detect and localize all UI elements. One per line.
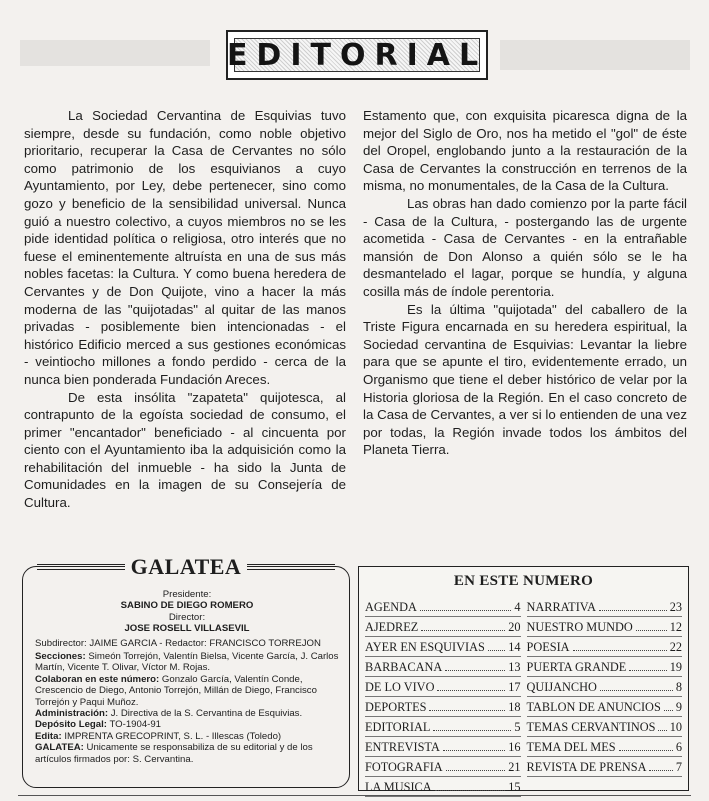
toc-entry [365,717,521,737]
title-rule-left [37,564,125,570]
toc-entry-leader [619,750,673,751]
toc-entry-page: 10 [669,720,682,734]
toc-entry [527,677,683,697]
toc-entry-name: POESIA [526,640,570,654]
toc-entry-leader [420,610,511,611]
toc-entry-leader [437,690,505,691]
toc-entry-leader [433,730,511,731]
toc-entry [527,697,683,717]
toc-entry-name: AGENDA [365,600,417,614]
toc-entry [527,737,683,757]
legal-deposit [35,719,339,730]
toc-entry-page: 19 [669,660,682,674]
director-label: Director: [168,611,206,623]
masthead-box [22,554,350,788]
toc-entry-name: QUIJANCHO [526,680,597,694]
toc-entry [365,757,521,777]
toc-entry [527,637,683,657]
toc-entry-page: 7 [675,760,682,774]
toc-entry-leader [629,670,666,671]
toc-entry-page: 13 [508,660,521,674]
toc-entry-page: 17 [508,680,521,694]
responsibility-text: Unicamente se responsabiliza de su editorial y de los artículos firmados por: S. Cervantina. [35,742,313,765]
article-left-column [24,107,346,512]
toc-entry-page: 9 [675,700,682,714]
article-paragraph: Estamento que, con exquisita picaresca digna de la mejor del Siglo de Oro, nos ha metido el "gol" de éste del Oropel, englobando junto a la restauración de la Casa de Cervantes la construcción en terrenos de la misma, no monumentales, de la Casa de la Cultura. [363,108,687,194]
toc-entry-leader [664,710,673,711]
toc-entry-name: DE LO VIVO [365,680,435,694]
president-label: Presidente: [162,589,212,600]
toc-entry [527,617,683,637]
editorial-header-inner [226,37,488,73]
toc-entry-page: 18 [508,700,521,714]
sections-credit [35,651,339,674]
masthead-title-bar [23,555,349,579]
toc-entry [365,637,521,657]
responsibility-label: GALATEA: [35,742,84,754]
show-through-band [20,40,210,66]
administration-label: Administración: [35,708,109,720]
toc-entry-leader [573,650,667,651]
toc-entry-leader [599,610,667,611]
toc-entry-page: 6 [675,740,682,754]
toc-entry [365,777,521,797]
toc-entry-page: 15 [508,780,521,794]
toc-entry [365,657,521,677]
publisher-value: IMPRENTA GRECOPRINT, S. L. - Illescas (Toledo) [64,730,282,742]
toc-entry-page: 5 [514,720,521,734]
toc-left-column [365,597,521,797]
toc-entry-leader [429,710,505,711]
toc-entry [527,757,683,777]
editorial-header [226,30,488,80]
toc-entry-page: 23 [669,600,682,614]
subdirector-line: Subdirector: JAIME GARCIA - Redactor: FRANCISCO TORREJON [35,637,321,649]
toc-entry-page: 22 [669,640,682,654]
legal-deposit-value: TO-1904-91 [109,719,162,731]
toc-entry-name: TEMAS CERVANTINOS [526,720,656,734]
toc-entry-page: 20 [508,620,521,634]
toc-entry-name: BARBACANA [365,660,443,674]
show-through-band [500,40,690,70]
responsibility-note [35,742,339,765]
publisher-label: Edita: [35,730,62,742]
page-title: EDITORIAL [226,37,488,73]
administration-value: J. Directiva de la S. Cervantina de Esquivias. [110,708,303,720]
toc-right-column [527,597,683,797]
toc-entry [365,597,521,617]
toc-entry [527,597,683,617]
toc-entry-page: 21 [508,760,521,774]
collaborators-credit [35,674,339,708]
table-of-contents [358,566,689,794]
toc-entry-leader [446,770,506,771]
toc-entry-leader [488,650,505,651]
article-paragraph: La Sociedad Cervantina de Esquivias tuvo siempre, desde su fundación, como noble objetivo prioritario, recuperar la Casa de Cervantes no sólo como patrimonio de los esquivianos a cuyo Ayuntamiento, por Ley, debe pertenecer, sino como gozo y beneficio de la sensibilidad universal. Nunca guió a nuestro colectivo, a cuyos miembros no se les pide identidad política o religiosa, otro interés que no fuese el eminentemente altruísta en una de sus más nobles facetas: la Cultura. Y como buena heredera de Cervantes y de Don Quijote, vino a hacer la más moderna de las "quijotadas" al quitar de las manos privadas - posiblemente bien intencionadas - el histórico Edificio merced a sus gestiones económicas - veintiocho millones a fondo perdido - cerca de la nunca bien ponderada Fundación Areces. [24,108,346,387]
toc-entry-name: LA MUSICA [365,780,432,794]
toc-entry-name: AYER EN ESQUIVIAS [365,640,485,654]
toc-entry-name: TABLON DE ANUNCIOS [526,700,661,714]
toc-entry-name: AJEDREZ [365,620,419,634]
toc-title: EN ESTE NUMERO [453,573,594,589]
toc-entry-name: TEMA DEL MES [526,740,616,754]
sections-label: Secciones: [35,651,86,663]
toc-entry-leader [649,770,672,771]
legal-deposit-label: Depósito Legal: [35,719,107,731]
toc-entry [365,697,521,717]
toc-entry-leader [445,670,505,671]
toc-entry-page: 14 [508,640,521,654]
sections-names: Simeón Torrejón, Valentín Bielsa, Vicente García, J. Carlos Martín, Vicente T. Olivar, Víctor M. Rojas. [35,651,339,674]
president-name: SABINO DE DIEGO ROMERO [120,600,254,612]
title-rule-right [247,564,335,570]
publisher-credit [35,731,339,742]
toc-entry-leader [636,630,667,631]
toc-entry [527,717,683,737]
toc-entry-name: DEPORTES [365,700,427,714]
toc-entry-leader [443,750,505,751]
toc-entry-leader [435,790,506,791]
toc-entry [365,617,521,637]
toc-entry-leader [421,630,505,631]
article-paragraph: Las obras han dado comienzo por la parte fácil - Casa de la Cultura, - postergando las de urgente acometida - Casa de Cervantes - en la entrañable mansión de Don Alonso a quién sólo se le ha desmantelado el lagar, porque se hundía, y alguna cosilla más de índole perentoria. [363,195,687,299]
administration-credit [35,708,339,719]
page-bottom-rule [18,795,691,796]
collaborators-label: Colaboran en este número: [35,673,160,685]
toc-entry-name: ENTREVISTA [365,740,440,754]
collaborators-names: Gonzalo García, Valentín Conde, Crescencio de Diego, Antonio Torrejón, Millán de Diego, Francisco Torrejón y Paqui Muñoz. [35,673,317,708]
toc-entry-name: NARRATIVA [526,600,596,614]
article-paragraph: De esta insólita "zapateta" quijotesca, al contrapunto de la egoísta sociedad de consumo, el primer "encantador" beneficiado - al cincuenta por ciento con el Ayuntamiento iba la adquisición como la rehabilitación del inmueble - ha sido la Junta de Comunidades en la imagen de su Consejería de Cultura. [24,389,346,511]
toc-entry-name: PUERTA GRANDE [526,660,627,674]
toc-entry-page: 16 [508,740,521,754]
toc-entry-leader [658,730,666,731]
toc-entry-name: EDITORIAL [365,720,431,734]
toc-entry-page: 8 [675,680,682,694]
toc-entry-name: FOTOGRAFIA [365,760,443,774]
toc-entry-name: REVISTA DE PRENSA [526,760,647,774]
toc-entry-name: NUESTRO MUNDO [526,620,633,634]
article-right-column [363,107,687,459]
toc-entry [365,737,521,757]
article-paragraph: Es la última "quijotada" del caballero de la Triste Figura encarnada en su heredera espiritual, la Sociedad cervantina de Esquivias: Levantar la liebre para que se apunte el tiro, evidentemente errado, un Organismo que tiene el deber histórico de velar por la Historia gloriosa de la Región. En el caso concreto de la Casa de Cervantes, a ver si lo entienden de una vez por todas, la Región invade todos los ámbitos del Planeta Tierra. [363,301,687,458]
toc-entry [365,677,521,697]
toc-entry-page: 4 [514,600,521,614]
toc-entry [527,657,683,677]
toc-columns [365,597,682,797]
director-name: JOSE ROSELL VILLASEVIL [124,623,250,635]
toc-entry-leader [600,690,673,691]
toc-entry-page: 12 [669,620,682,634]
masthead-title: GALATEA [125,561,248,572]
